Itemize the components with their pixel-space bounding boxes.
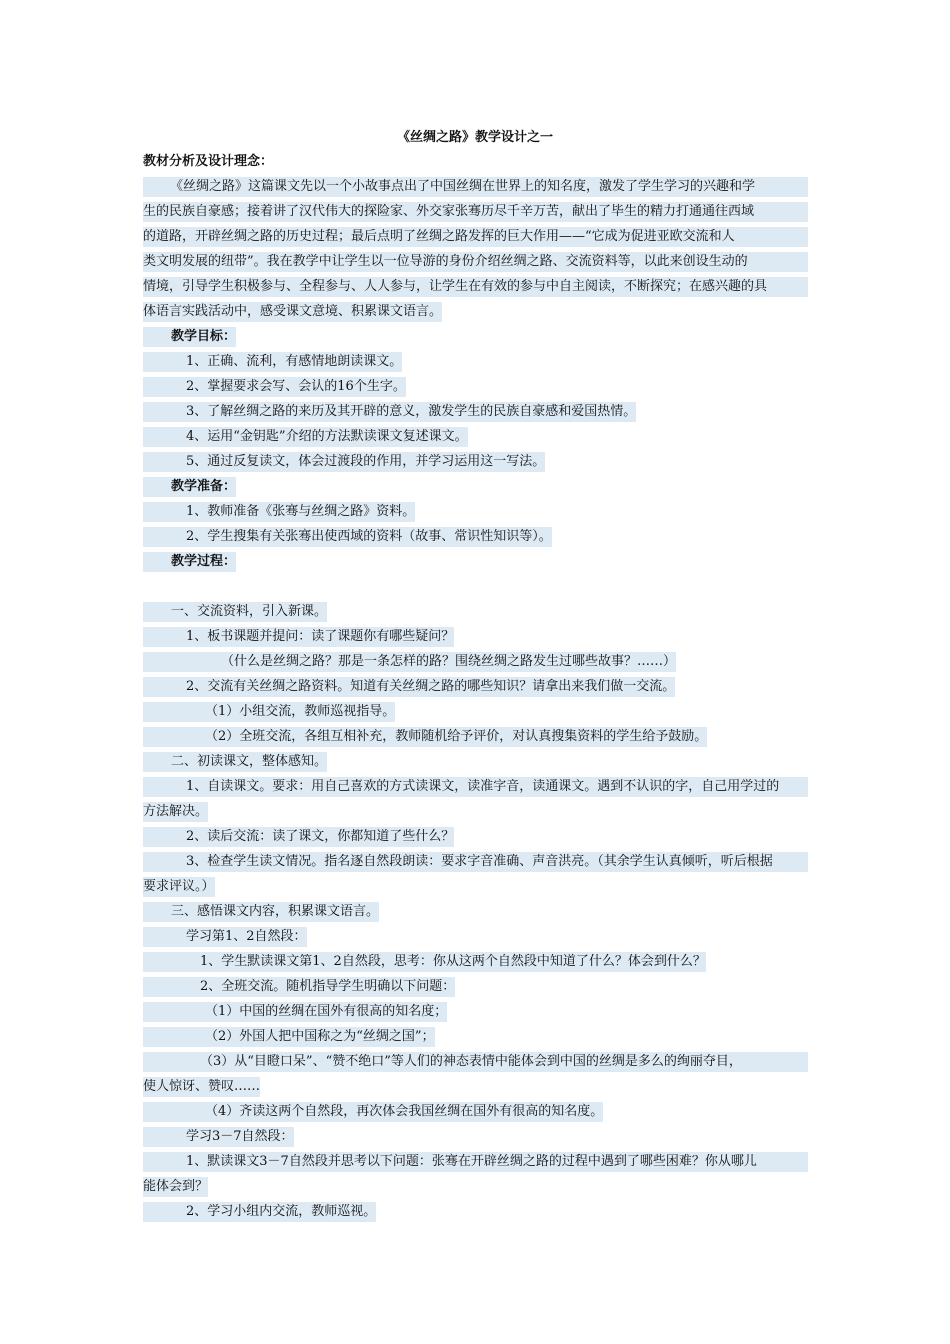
process-line: （1）中国的丝绸在国外有很高的知名度； (143, 1002, 447, 1022)
prep-item: 2、学生搜集有关张骞出使西域的资料（故事、常识性知识等）。 (143, 527, 552, 547)
process-line: 1、板书课题并提问：读了课题你有哪些疑问？ (143, 627, 454, 647)
analysis-line-1: 《丝绸之路》这篇课文先以一个小故事点出了中国丝绸在世界上的知名度，激发了学生学习的兴趣和学 (143, 177, 808, 197)
process-line: （2）全班交流，各组互相补充，教师随机给予评价，对认真搜集资料的学生给予鼓励。 (143, 727, 707, 747)
goal-item: 4、运用“金钥匙”介绍的方法默读课文复述课文。 (143, 427, 468, 447)
analysis-line-5: 情境，引导学生积极参与、全程参与、人人参与，让学生在有效的参与中自主阅读，不断探究；在感兴趣的具 (143, 277, 808, 297)
process-line: （1）小组交流，教师巡视指导。 (143, 702, 395, 722)
process-line: 能体会到？ (143, 1177, 208, 1197)
process-line: 2、全班交流。随机指导学生明确以下问题： (143, 977, 455, 997)
process-line: （2）外国人把中国称之为“丝绸之国”； (143, 1027, 435, 1047)
heading-analysis: 教材分析及设计理念： (143, 154, 274, 169)
process-line: （4）齐读这两个自然段，再次体会我国丝绸在国外有很高的知名度。 (143, 1102, 603, 1122)
heading-prep: 教学准备： (143, 477, 236, 497)
process-line: 1、学生默读课文第1、2自然段，思考：你从这两个自然段中知道了什么？体会到什么？ (143, 952, 706, 972)
analysis-line-4: 类文明发展的纽带”。我在教学中让学生以一位导游的身份介绍丝绸之路、交流资料等，以此来创设生动的 (143, 252, 808, 272)
process-line: 学习第1、2自然段： (143, 927, 307, 947)
process-line: 一、交流资料，引入新课。 (143, 602, 327, 622)
process-line: 方法解决。 (143, 802, 208, 822)
document-title: 《丝绸之路》教学设计之一 (396, 130, 553, 145)
analysis-line-2: 生的民族自豪感；接着讲了汉代伟大的探险家、外交家张骞历尽千辛万苦，献出了毕生的精力打通通往西域 (143, 202, 808, 222)
process-line: 学习3－7自然段： (143, 1127, 294, 1147)
process-line: 使人惊讶、赞叹…… (143, 1077, 260, 1097)
process-line: （3）从“目瞪口呆”、“赞不绝口”等人们的神态表情中能体会到中国的丝绸是多么的绚丽夺目， (143, 1052, 808, 1072)
process-line: 1、自读课文。要求：用自己喜欢的方式读课文，读准字音，读通课文。遇到不认识的字，自己用学过的 (143, 777, 808, 797)
goal-item: 3、了解丝绸之路的来历及其开辟的意义，激发学生的民族自豪感和爱国热情。 (143, 402, 636, 422)
analysis-line-3: 的道路，开辟丝绸之路的历史过程；最后点明了丝绸之路发挥的巨大作用——“它成为促进亚欧交流和人 (143, 227, 808, 247)
process-line: 2、交流有关丝绸之路资料。知道有关丝绸之路的哪些知识？请拿出来我们做一交流。 (143, 677, 675, 697)
process-line: 3、检查学生读文情况。指名逐自然段朗读：要求字音准确、声音洪亮。（其余学生认真倾听，听后根据 (143, 852, 808, 872)
heading-process: 教学过程： (143, 552, 236, 572)
process-line: （什么是丝绸之路？那是一条怎样的路？围绕丝绸之路发生过哪些故事？……） (143, 652, 676, 672)
goal-item: 1、正确、流利，有感情地朗读课文。 (143, 352, 402, 372)
process-line: 2、学习小组内交流，教师巡视。 (143, 1202, 376, 1222)
heading-goals: 教学目标： (143, 327, 236, 347)
goal-item: 5、通过反复读文，体会过渡段的作用，并学习运用这一写法。 (143, 452, 545, 472)
prep-item: 1、教师准备《张骞与丝绸之路》资料。 (143, 502, 415, 522)
goal-item: 2、掌握要求会写、会认的16个生字。 (143, 377, 406, 397)
process-line: 三、感悟课文内容，积累课文语言。 (143, 902, 379, 922)
analysis-line-6: 体语言实践活动中，感受课文意境、积累课文语言。 (143, 302, 442, 322)
process-line: 要求评议。） (143, 877, 215, 897)
process-line: 2、读后交流：读了课文，你都知道了些什么？ (143, 827, 454, 847)
process-line: 二、初读课文，整体感知。 (143, 752, 327, 772)
process-line: 1、默读课文3－7自然段并思考以下问题：张骞在开辟丝绸之路的过程中遇到了哪些困难？你从哪儿 (143, 1152, 808, 1172)
